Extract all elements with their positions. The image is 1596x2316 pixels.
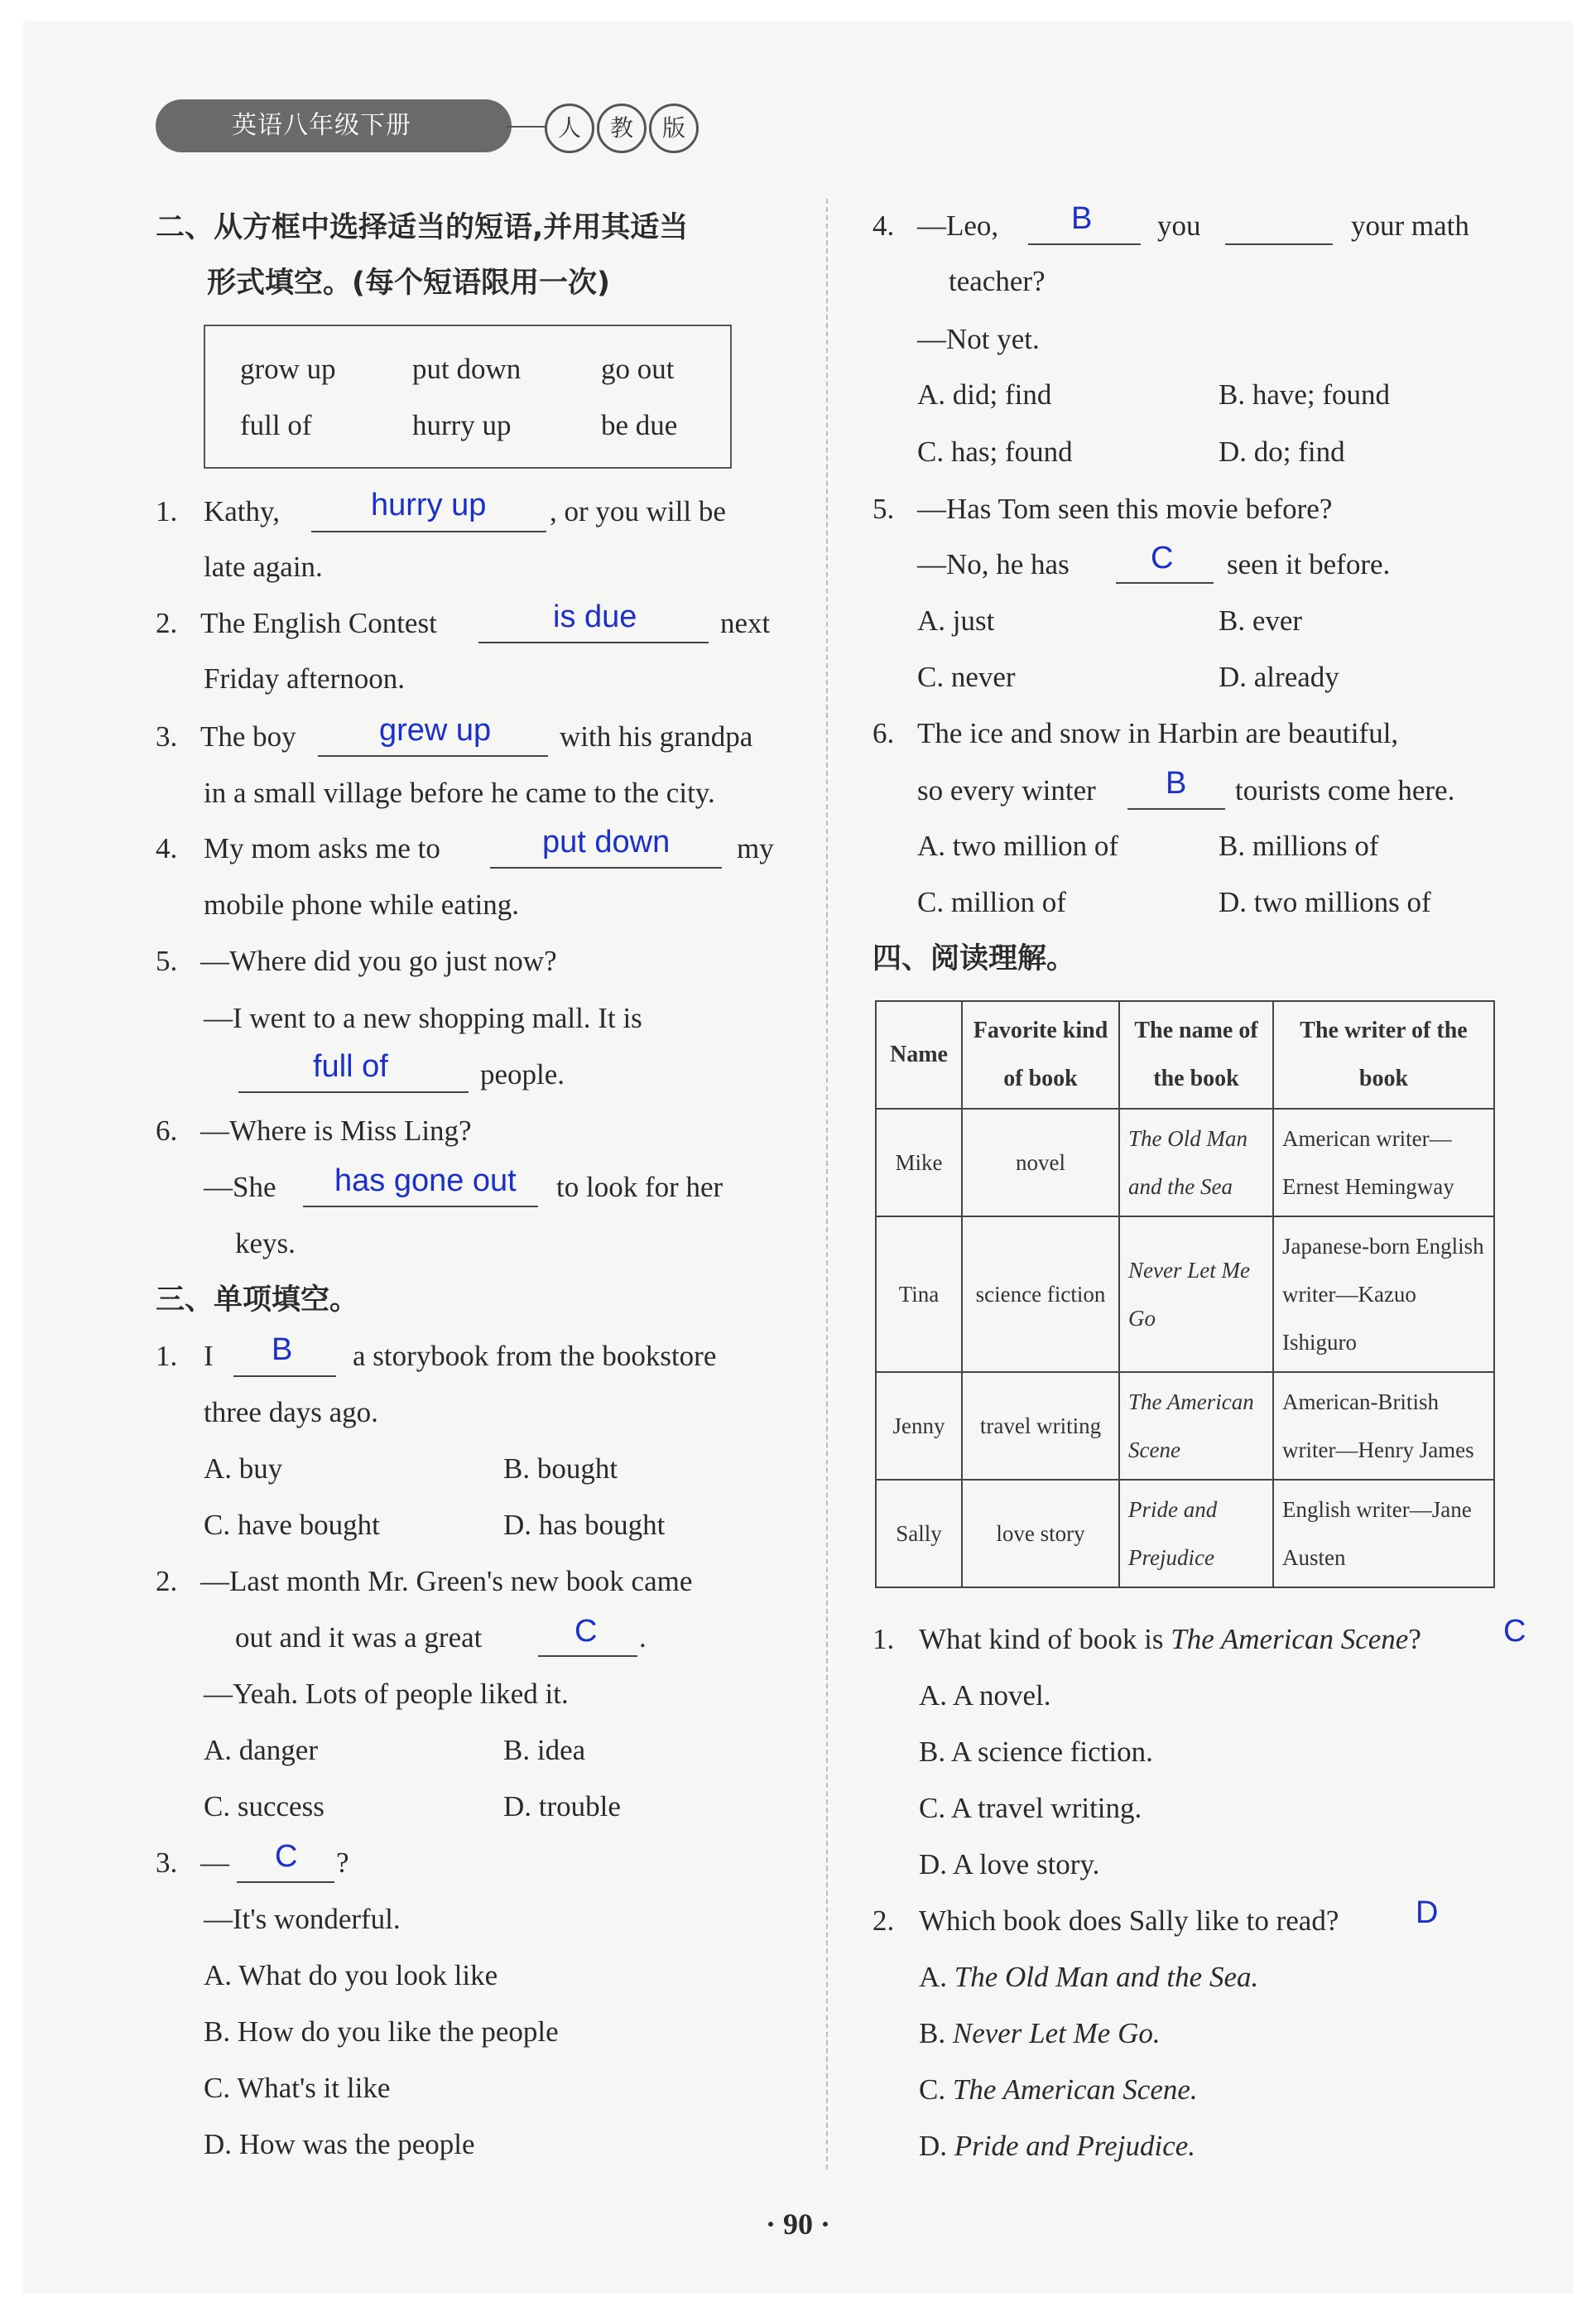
question-number: 6. <box>873 717 895 749</box>
phrase-item: grow up <box>240 353 336 385</box>
edition-badge-2: 教 <box>597 104 647 153</box>
question-text: The boy <box>200 720 296 753</box>
section2-heading-line2: 形式填空。(每个短语限用一次) <box>207 267 610 300</box>
question-text: , or you will be <box>550 495 726 527</box>
question-text: What kind of book is <box>919 1623 1164 1655</box>
option-text: The Old Man and the Sea. <box>954 1961 1259 1993</box>
table-cell: American writer—Ernest Hemingway <box>1273 1109 1494 1216</box>
handwritten-answer: hurry up <box>371 488 487 522</box>
answer-blank[interactable] <box>1127 808 1225 810</box>
handwritten-answer: B <box>1166 766 1187 801</box>
question-text: . <box>639 1621 647 1654</box>
question-number: 2. <box>156 1565 178 1597</box>
column-divider <box>826 199 828 2169</box>
phrase-item: put down <box>412 353 522 385</box>
question-text: —It's wonderful. <box>204 1903 401 1935</box>
table-cell: Japanese-born English writer—Kazuo Ishiguro <box>1273 1216 1494 1372</box>
option-a[interactable]: A. two million of <box>917 830 1119 862</box>
answer-blank[interactable] <box>233 1375 336 1377</box>
option-text: Pride and Prejudice. <box>954 2130 1196 2162</box>
question-text: seen it before. <box>1227 548 1391 580</box>
question-text: The ice and snow in Harbin are beautiful, <box>917 717 1399 749</box>
section3-heading: 三、单项填空。 <box>156 1283 359 1317</box>
handwritten-answer: B <box>272 1332 293 1367</box>
phrase-item: go out <box>601 353 675 385</box>
phrase-item: hurry up <box>412 409 512 441</box>
option-d[interactable]: D. already <box>1219 661 1339 693</box>
table-cell: Mike <box>876 1109 962 1216</box>
question-text: —Yeah. Lots of people liked it. <box>204 1678 569 1710</box>
handwritten-answer: B <box>1071 201 1093 236</box>
handwritten-answer: C <box>275 1839 298 1874</box>
section2-heading-line1: 二、从方框中选择适当的短语,并用其适当 <box>156 211 689 244</box>
answer-blank[interactable] <box>237 1881 334 1883</box>
section4-heading: 四、阅读理解。 <box>873 942 1076 975</box>
handwritten-answer: grew up <box>379 713 492 748</box>
option-b[interactable]: B. bought <box>503 1452 618 1485</box>
option-letter: C. <box>919 2073 946 2106</box>
table-row <box>876 1216 1494 1372</box>
handwritten-answer: has gone out <box>334 1163 517 1198</box>
option-c[interactable]: C. have bought <box>204 1509 380 1541</box>
option-d[interactable]: D. two millions of <box>1219 886 1431 918</box>
option-a[interactable]: A. danger <box>204 1734 319 1766</box>
question-text: tourists come here. <box>1235 774 1455 807</box>
option-c[interactable]: C. What's it like <box>204 2072 391 2104</box>
table-row <box>876 1109 1494 1216</box>
table-cell: The Old Man and the Sea <box>1119 1109 1273 1216</box>
question-text: —I went to a new shopping mall. It is <box>204 1002 642 1034</box>
handwritten-answer: is due <box>553 599 637 634</box>
option-letter: B. <box>919 2017 946 2049</box>
option-a[interactable]: A. What do you look like <box>204 1959 498 1991</box>
answer-blank[interactable] <box>478 642 709 643</box>
question-text: Friday afternoon. <box>204 662 405 695</box>
table-header: Name <box>876 1001 962 1109</box>
question-text: —Last month Mr. Green's new book came <box>200 1565 693 1597</box>
option-c[interactable]: C. success <box>204 1790 324 1822</box>
table-cell: travel writing <box>962 1372 1119 1480</box>
table-cell: Sally <box>876 1480 962 1587</box>
phrase-item: full of <box>240 409 312 441</box>
table-row <box>876 1480 1494 1587</box>
option-c[interactable] <box>919 2073 1198 2107</box>
option-a[interactable]: A. A novel. <box>919 1679 1051 1712</box>
answer-blank[interactable] <box>538 1655 637 1657</box>
option-text: Never Let Me Go. <box>952 2017 1161 2049</box>
question-text: I <box>204 1340 214 1372</box>
page-number: · 90 · <box>765 2208 830 2241</box>
banner-connector <box>507 126 546 128</box>
option-b[interactable]: B. How do you like the people <box>204 2015 559 2048</box>
option-a[interactable]: A. just <box>917 604 995 637</box>
option-d[interactable]: D. A love story. <box>919 1848 1100 1880</box>
table-cell: The American Scene <box>1119 1372 1273 1480</box>
question-text: three days ago. <box>204 1396 378 1428</box>
table-cell: novel <box>962 1109 1119 1216</box>
option-d[interactable]: D. How was the people <box>204 2128 475 2160</box>
handwritten-answer: D <box>1416 1895 1439 1930</box>
option-d[interactable] <box>919 2130 1195 2163</box>
question-number: 2. <box>156 607 178 639</box>
phrase-item: be due <box>601 409 678 441</box>
book-title: 英语八年级下册 <box>232 111 411 140</box>
option-b[interactable] <box>919 2017 1161 2050</box>
question-number: 4. <box>156 832 178 864</box>
table-header-row <box>876 1001 1494 1109</box>
option-a[interactable] <box>919 1961 1258 1994</box>
option-letter: D. <box>919 2130 948 2162</box>
question-mark: ? <box>1408 1623 1421 1655</box>
option-b[interactable]: B. idea <box>503 1734 586 1766</box>
edition-badge-1: 人 <box>545 104 594 153</box>
question-number: 5. <box>156 945 178 977</box>
question-text: with his grandpa <box>560 720 753 753</box>
question-text: Which book does Sally like to read? <box>919 1904 1339 1937</box>
question-text: —She <box>204 1171 276 1203</box>
question-text: people. <box>480 1058 565 1091</box>
table-cell: Jenny <box>876 1372 962 1480</box>
answer-blank[interactable] <box>318 755 548 757</box>
question-number: 2. <box>873 1904 895 1937</box>
question-text: so every winter <box>917 774 1096 807</box>
option-b[interactable]: B. A science fiction. <box>919 1736 1153 1768</box>
table-cell: English writer—Jane Austen <box>1273 1480 1494 1587</box>
book-title-ref: The American Scene <box>1171 1623 1409 1655</box>
table-cell: Pride and Prejudice <box>1119 1480 1273 1587</box>
question-text: my <box>737 832 774 864</box>
question-text: late again. <box>204 551 323 583</box>
option-d[interactable]: D. trouble <box>503 1790 621 1822</box>
edition-badge-3: 版 <box>649 104 699 153</box>
answer-blank[interactable] <box>1225 243 1333 245</box>
answer-blank[interactable] <box>238 1091 469 1093</box>
table-cell: American-British writer—Henry James <box>1273 1372 1494 1480</box>
question-text: The English Contest <box>200 607 437 639</box>
answer-blank[interactable] <box>490 867 722 869</box>
option-a[interactable]: A. buy <box>204 1452 283 1485</box>
table-header: The writer of the book <box>1273 1001 1494 1109</box>
question-text: mobile phone while eating. <box>204 888 520 921</box>
reading-table <box>875 1000 1495 1588</box>
option-b[interactable]: B. have; found <box>1219 378 1391 411</box>
table-cell: love story <box>962 1480 1119 1587</box>
table-cell: Tina <box>876 1216 962 1372</box>
question-text: out and it was a great <box>235 1621 483 1654</box>
answer-blank[interactable] <box>1116 582 1214 584</box>
option-letter: A. <box>919 1961 948 1993</box>
question-number: 3. <box>156 1847 178 1879</box>
question-line <box>919 1623 1421 1656</box>
question-text: your math <box>1351 209 1469 242</box>
question-text: teacher? <box>949 265 1046 297</box>
book-title-banner <box>156 99 512 152</box>
question-text: —Where did you go just now? <box>200 945 557 977</box>
answer-blank[interactable] <box>1028 243 1141 245</box>
option-d[interactable]: D. has bought <box>503 1509 666 1541</box>
question-number: 5. <box>873 493 895 525</box>
table-header: The name of the book <box>1119 1001 1273 1109</box>
option-a[interactable]: A. did; find <box>917 378 1052 411</box>
option-c[interactable]: C. A travel writing. <box>919 1792 1142 1824</box>
question-number: 1. <box>156 1340 178 1372</box>
question-text: —Leo, <box>917 209 999 242</box>
question-text: My mom asks me to <box>204 832 440 864</box>
question-number: 4. <box>873 209 895 242</box>
question-text: —Not yet. <box>917 323 1040 355</box>
option-c[interactable]: C. has; found <box>917 436 1073 468</box>
question-text: — <box>200 1847 229 1879</box>
table-cell: Never Let Me Go <box>1119 1216 1273 1372</box>
question-text: —Where is Miss Ling? <box>200 1115 472 1147</box>
table-header: Favorite kind of book <box>962 1001 1119 1109</box>
question-text: ? <box>336 1847 349 1879</box>
question-text: Kathy, <box>204 495 281 527</box>
table-row <box>876 1372 1494 1480</box>
question-text: a storybook from the bookstore <box>353 1340 717 1372</box>
handwritten-answer: full of <box>313 1049 388 1084</box>
handwritten-answer: C <box>574 1614 598 1649</box>
question-number: 3. <box>156 720 178 753</box>
question-text: —No, he has <box>917 548 1070 580</box>
option-d[interactable]: D. do; find <box>1219 436 1345 468</box>
handwritten-answer: put down <box>542 825 671 859</box>
option-c[interactable]: C. never <box>917 661 1016 693</box>
handwritten-answer: C <box>1503 1614 1526 1649</box>
table-cell: science fiction <box>962 1216 1119 1372</box>
question-text: to look for her <box>556 1171 723 1203</box>
question-text: keys. <box>235 1227 296 1259</box>
answer-blank[interactable] <box>303 1206 538 1207</box>
question-text: next <box>720 607 771 639</box>
option-c[interactable]: C. million of <box>917 886 1066 918</box>
handwritten-answer: C <box>1151 541 1174 575</box>
question-text: you <box>1157 209 1201 242</box>
question-number: 6. <box>156 1115 178 1147</box>
question-number: 1. <box>873 1623 895 1655</box>
phrase-box <box>204 325 732 469</box>
question-text: —Has Tom seen this movie before? <box>917 493 1333 525</box>
answer-blank[interactable] <box>311 531 546 532</box>
question-number: 1. <box>156 495 178 527</box>
option-text: The American Scene. <box>952 2073 1198 2106</box>
option-b[interactable]: B. ever <box>1219 604 1303 637</box>
option-b[interactable]: B. millions of <box>1219 830 1379 862</box>
question-text: in a small village before he came to the city. <box>204 777 715 809</box>
